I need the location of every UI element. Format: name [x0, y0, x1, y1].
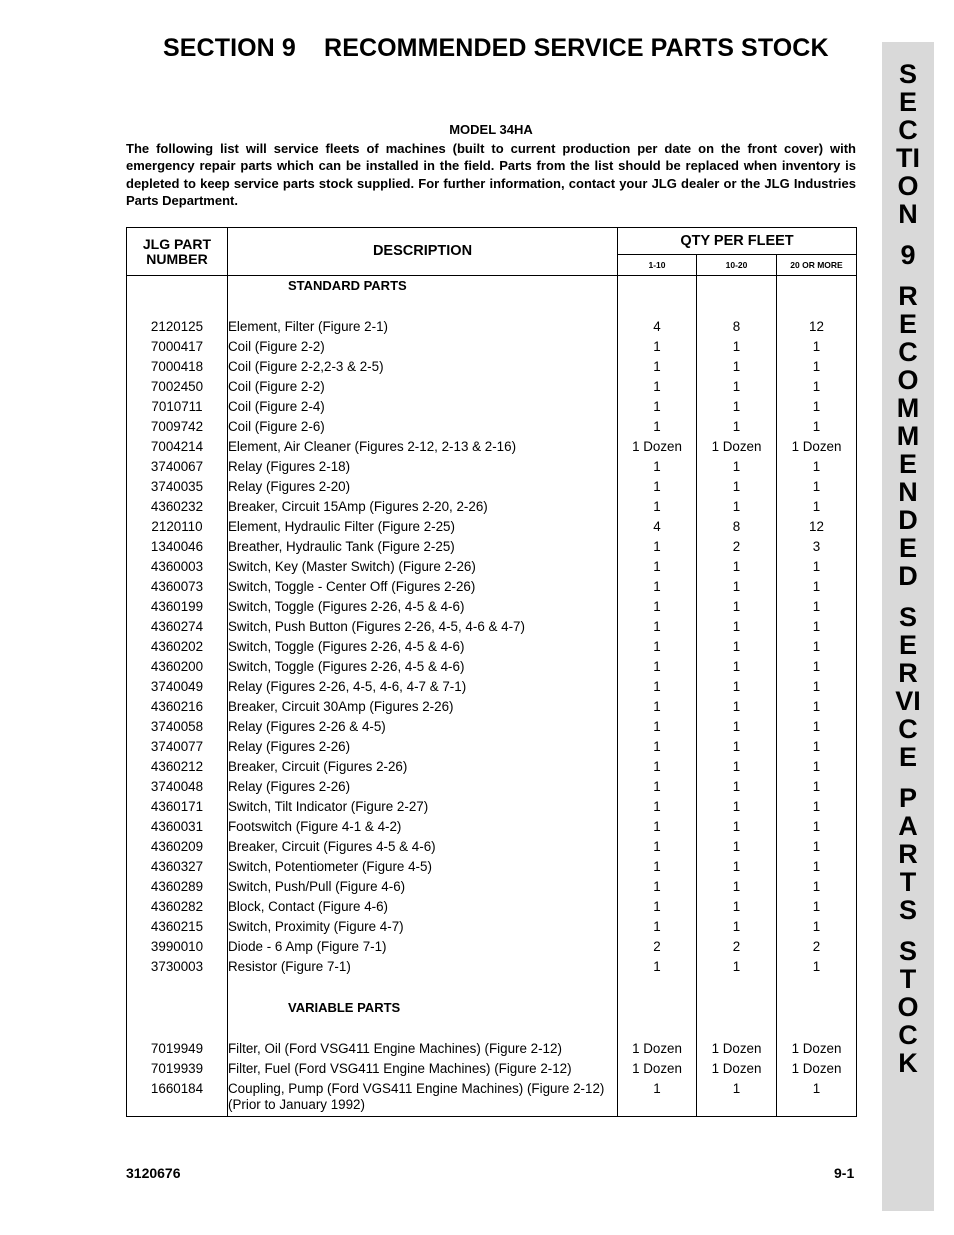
qty-20-more: 12	[777, 317, 857, 337]
qty-1-10: 1	[618, 497, 697, 517]
table-row	[127, 377, 857, 397]
part-description: Switch, Toggle (Figures 2-26, 4-5 & 4-6)	[228, 657, 618, 677]
qty-20-more: 1	[777, 337, 857, 357]
part-description: Switch, Tilt Indicator (Figure 2-27)	[228, 797, 618, 817]
qty-20-more: 3	[777, 537, 857, 557]
qty-20-more: 1	[777, 697, 857, 717]
qty-10-20: 1	[697, 637, 777, 657]
qty-1-10: 1	[618, 1079, 697, 1117]
qty-1-10: 1	[618, 917, 697, 937]
part-description: Switch, Push/Pull (Figure 4-6)	[228, 877, 618, 897]
qty-1-10: 4	[618, 317, 697, 337]
part-number: 3730003	[127, 957, 228, 977]
part-description: Coupling, Pump (Ford VGS411 Engine Machines) (Figure 2-12) (Prior to January 1992)	[228, 1079, 618, 1117]
qty-1-10: 1	[618, 477, 697, 497]
qty-20-more: 1	[777, 757, 857, 777]
qty-1-10: 1	[618, 797, 697, 817]
qty-10-20: 1	[697, 877, 777, 897]
qty-10-20: 1 Dozen	[697, 1039, 777, 1059]
qty-20-more: 1	[777, 617, 857, 637]
table-row	[127, 657, 857, 677]
part-number: 4360200	[127, 657, 228, 677]
qty-20-more: 1	[777, 417, 857, 437]
table-row	[127, 897, 857, 917]
model-heading: MODEL 34HA	[449, 122, 533, 137]
part-number: 4360274	[127, 617, 228, 637]
qty-10-20: 1	[697, 1079, 777, 1117]
qty-1-10: 1	[618, 897, 697, 917]
qty-10-20: 1	[697, 417, 777, 437]
part-description: Element, Hydraulic Filter (Figure 2-25)	[228, 517, 618, 537]
page-number: 9-1	[834, 1165, 855, 1181]
table-row	[127, 577, 857, 597]
qty-10-20: 1 Dozen	[697, 437, 777, 457]
part-number: 3990010	[127, 937, 228, 957]
qty-10-20: 8	[697, 517, 777, 537]
side-tab-word: 9	[900, 240, 916, 270]
side-tab-letters	[882, 60, 934, 1077]
qty-10-20: 1	[697, 897, 777, 917]
qty-1-10: 1	[618, 417, 697, 437]
qty-20-more: 1	[777, 397, 857, 417]
table-row	[127, 497, 857, 517]
qty-20-more: 1	[777, 657, 857, 677]
qty-20-more: 1	[777, 577, 857, 597]
part-number: 4360199	[127, 597, 228, 617]
table-row	[127, 777, 857, 797]
qty-1-10: 1	[618, 697, 697, 717]
qty-10-20: 1	[697, 457, 777, 477]
section-heading: STANDARD PARTS	[228, 276, 618, 297]
qty-20-more: 1	[777, 917, 857, 937]
table-row	[127, 917, 857, 937]
table-row	[127, 937, 857, 957]
table-row	[127, 357, 857, 377]
qty-10-20: 1 Dozen	[697, 1059, 777, 1079]
qty-20-more: 1	[777, 777, 857, 797]
part-description: Coil (Figure 2-2)	[228, 377, 618, 397]
part-description: Element, Air Cleaner (Figures 2-12, 2-13 & 2-16)	[228, 437, 618, 457]
qty-10-20: 1	[697, 817, 777, 837]
part-number: 2120110	[127, 517, 228, 537]
part-number: 4360215	[127, 917, 228, 937]
qty-20-more: 1	[777, 677, 857, 697]
table-row	[127, 337, 857, 357]
part-number: 4360209	[127, 837, 228, 857]
qty-1-10: 1	[618, 757, 697, 777]
qty-20-more: 1	[777, 637, 857, 657]
part-number: 4360232	[127, 497, 228, 517]
table-row	[127, 557, 857, 577]
table-row	[127, 857, 857, 877]
part-description: Coil (Figure 2-2,2-3 & 2-5)	[228, 357, 618, 377]
qty-20-more: 1	[777, 477, 857, 497]
part-description: Coil (Figure 2-2)	[228, 337, 618, 357]
part-description: Block, Contact (Figure 4-6)	[228, 897, 618, 917]
table-row	[127, 437, 857, 457]
part-number: 4360031	[127, 817, 228, 837]
qty-20-more: 1 Dozen	[777, 1039, 857, 1059]
qty-10-20: 1	[697, 497, 777, 517]
part-description: Relay (Figures 2-18)	[228, 457, 618, 477]
qty-20-more: 1	[777, 857, 857, 877]
qty-1-10: 2	[618, 937, 697, 957]
spacer-row	[127, 1018, 857, 1039]
side-tab-word: SERVICE	[895, 602, 921, 772]
qty-20-more: 1	[777, 557, 857, 577]
part-number: 4360171	[127, 797, 228, 817]
table-row	[127, 597, 857, 617]
table-row	[127, 877, 857, 897]
table-row	[127, 697, 857, 717]
table-row	[127, 757, 857, 777]
qty-1-10: 1	[618, 337, 697, 357]
qty-10-20: 8	[697, 317, 777, 337]
part-number: 2120125	[127, 317, 228, 337]
part-number: 7019949	[127, 1039, 228, 1059]
part-number: 7019939	[127, 1059, 228, 1079]
table-row	[127, 637, 857, 657]
part-number: 3740049	[127, 677, 228, 697]
table-row	[127, 717, 857, 737]
qty-20-more: 1	[777, 377, 857, 397]
spacer-row	[127, 977, 857, 998]
side-tab-word: STOCK	[897, 936, 919, 1078]
part-description: Breaker, Circuit (Figures 4-5 & 4-6)	[228, 837, 618, 857]
part-number: 4360202	[127, 637, 228, 657]
side-tab-word: PARTS	[898, 783, 918, 925]
qty-10-20: 1	[697, 857, 777, 877]
qty-20-more: 1	[777, 1079, 857, 1117]
part-number: 3740058	[127, 717, 228, 737]
part-number: 4360289	[127, 877, 228, 897]
qty-1-10: 1 Dozen	[618, 437, 697, 457]
part-number: 3740048	[127, 777, 228, 797]
part-description: Filter, Oil (Ford VSG411 Engine Machines) (Figure 2-12)	[228, 1039, 618, 1059]
qty-1-10: 4	[618, 517, 697, 537]
qty-20-more: 1	[777, 597, 857, 617]
qty-20-more: 1	[777, 837, 857, 857]
part-description: Relay (Figures 2-26 & 4-5)	[228, 717, 618, 737]
qty-10-20: 1	[697, 657, 777, 677]
part-description: Breaker, Circuit 30Amp (Figures 2-26)	[228, 697, 618, 717]
qty-10-20: 1	[697, 397, 777, 417]
table-row	[127, 517, 857, 537]
qty-10-20: 1	[697, 377, 777, 397]
qty-10-20: 1	[697, 837, 777, 857]
part-description: Footswitch (Figure 4-1 & 4-2)	[228, 817, 618, 837]
part-number: 4360073	[127, 577, 228, 597]
spacer-row	[127, 296, 857, 317]
table-row	[127, 737, 857, 757]
qty-1-10: 1	[618, 557, 697, 577]
document-number: 3120676	[126, 1165, 181, 1181]
part-number: 1340046	[127, 537, 228, 557]
qty-20-more: 1	[777, 797, 857, 817]
part-number: 7004214	[127, 437, 228, 457]
qty-20-more: 1	[777, 457, 857, 477]
qty-1-10: 1	[618, 537, 697, 557]
qty-20-more: 1	[777, 737, 857, 757]
part-number: 4360003	[127, 557, 228, 577]
part-number: 4360216	[127, 697, 228, 717]
part-description: Switch, Push Button (Figures 2-26, 4-5, 4-6 & 4-7)	[228, 617, 618, 637]
qty-10-20: 1	[697, 917, 777, 937]
table-row	[127, 817, 857, 837]
qty-1-10: 1 Dozen	[618, 1039, 697, 1059]
part-number: 7010711	[127, 397, 228, 417]
qty-1-10: 1	[618, 777, 697, 797]
qty-10-20: 1	[697, 957, 777, 977]
part-number: 4360282	[127, 897, 228, 917]
part-description: Breaker, Circuit 15Amp (Figures 2-20, 2-26)	[228, 497, 618, 517]
qty-10-20: 1	[697, 557, 777, 577]
header-part-number: JLG PART NUMBER	[127, 228, 228, 276]
qty-1-10: 1	[618, 377, 697, 397]
header-qty-10-20: 10-20	[697, 255, 777, 276]
part-description: Diode - 6 Amp (Figure 7-1)	[228, 937, 618, 957]
part-number: 7002450	[127, 377, 228, 397]
variable-parts-heading-row	[127, 998, 857, 1018]
table-row	[127, 1079, 857, 1117]
qty-1-10: 1	[618, 657, 697, 677]
qty-10-20: 1	[697, 737, 777, 757]
qty-1-10: 1	[618, 817, 697, 837]
table-row	[127, 677, 857, 697]
qty-10-20: 1	[697, 337, 777, 357]
qty-1-10: 1	[618, 617, 697, 637]
part-number: 1660184	[127, 1079, 228, 1117]
part-description: Switch, Proximity (Figure 4-7)	[228, 917, 618, 937]
part-description: Filter, Fuel (Ford VSG411 Engine Machines) (Figure 2-12)	[228, 1059, 618, 1079]
standard-parts-heading-row	[127, 276, 857, 297]
part-description: Switch, Potentiometer (Figure 4-5)	[228, 857, 618, 877]
intro-paragraph: The following list will service fleets of machines (built to current production per date on the front cover) with emergency repair parts which can be installed in the field. Parts from the list should be replaced when inventory is depleted to keep service parts stock supplied. For further information, contact your JLG dealer or the JLG Industries Parts Department.	[126, 141, 856, 209]
part-number: 4360327	[127, 857, 228, 877]
qty-10-20: 1	[697, 477, 777, 497]
qty-20-more: 1 Dozen	[777, 1059, 857, 1079]
qty-20-more: 1	[777, 957, 857, 977]
qty-10-20: 1	[697, 757, 777, 777]
header-description: DESCRIPTION	[228, 228, 618, 276]
part-description: Switch, Toggle - Center Off (Figures 2-26)	[228, 577, 618, 597]
qty-10-20: 1	[697, 777, 777, 797]
table-row	[127, 477, 857, 497]
side-tab-word: SECTION	[896, 59, 920, 229]
qty-20-more: 1	[777, 817, 857, 837]
qty-20-more: 12	[777, 517, 857, 537]
part-description: Switch, Key (Master Switch) (Figure 2-26)	[228, 557, 618, 577]
page-title: SECTION 9 RECOMMENDED SERVICE PARTS STOCK	[163, 34, 829, 62]
table-row	[127, 617, 857, 637]
qty-1-10: 1	[618, 737, 697, 757]
header-qty-1-10: 1-10	[618, 255, 697, 276]
qty-20-more: 2	[777, 937, 857, 957]
part-description: Resistor (Figure 7-1)	[228, 957, 618, 977]
table-row	[127, 397, 857, 417]
table-row	[127, 797, 857, 817]
table-row	[127, 1039, 857, 1059]
qty-1-10: 1	[618, 577, 697, 597]
part-description: Relay (Figures 2-20)	[228, 477, 618, 497]
qty-10-20: 1	[697, 797, 777, 817]
table-row	[127, 457, 857, 477]
qty-1-10: 1	[618, 397, 697, 417]
part-number: 3740067	[127, 457, 228, 477]
section-side-tab	[882, 42, 934, 1211]
table-row	[127, 537, 857, 557]
qty-1-10: 1	[618, 857, 697, 877]
table-row	[127, 417, 857, 437]
qty-1-10: 1	[618, 457, 697, 477]
part-description: Relay (Figures 2-26)	[228, 737, 618, 757]
qty-1-10: 1	[618, 637, 697, 657]
qty-20-more: 1	[777, 717, 857, 737]
qty-1-10: 1	[618, 957, 697, 977]
part-number: 3740035	[127, 477, 228, 497]
part-description: Breaker, Circuit (Figures 2-26)	[228, 757, 618, 777]
table-row	[127, 957, 857, 977]
qty-1-10: 1	[618, 717, 697, 737]
qty-1-10: 1	[618, 837, 697, 857]
qty-10-20: 1	[697, 717, 777, 737]
part-number: 3740077	[127, 737, 228, 757]
part-number: 7000417	[127, 337, 228, 357]
table-row	[127, 317, 857, 337]
qty-1-10: 1	[618, 357, 697, 377]
side-tab-word: RECOMMENDED	[896, 281, 920, 591]
part-description: Coil (Figure 2-6)	[228, 417, 618, 437]
qty-10-20: 1	[697, 697, 777, 717]
qty-1-10: 1	[618, 597, 697, 617]
qty-20-more: 1	[777, 877, 857, 897]
qty-10-20: 1	[697, 617, 777, 637]
parts-table-body	[127, 276, 857, 1117]
qty-10-20: 1	[697, 597, 777, 617]
header-qty-20-more: 20 OR MORE	[777, 255, 857, 276]
parts-table	[126, 227, 857, 1117]
qty-10-20: 1	[697, 577, 777, 597]
qty-1-10: 1	[618, 877, 697, 897]
part-number: 7000418	[127, 357, 228, 377]
qty-20-more: 1	[777, 497, 857, 517]
qty-10-20: 1	[697, 357, 777, 377]
qty-10-20: 2	[697, 937, 777, 957]
part-number: 4360212	[127, 757, 228, 777]
qty-1-10: 1	[618, 677, 697, 697]
qty-1-10: 1 Dozen	[618, 1059, 697, 1079]
table-row	[127, 1059, 857, 1079]
part-description: Relay (Figures 2-26)	[228, 777, 618, 797]
header-qty-per-fleet: QTY PER FLEET	[618, 228, 857, 255]
part-description: Coil (Figure 2-4)	[228, 397, 618, 417]
part-description: Element, Filter (Figure 2-1)	[228, 317, 618, 337]
qty-20-more: 1	[777, 897, 857, 917]
table-row	[127, 837, 857, 857]
qty-10-20: 1	[697, 677, 777, 697]
part-description: Breather, Hydraulic Tank (Figure 2-25)	[228, 537, 618, 557]
section-heading: VARIABLE PARTS	[228, 998, 618, 1018]
part-description: Switch, Toggle (Figures 2-26, 4-5 & 4-6)	[228, 597, 618, 617]
qty-10-20: 2	[697, 537, 777, 557]
part-description: Switch, Toggle (Figures 2-26, 4-5 & 4-6)	[228, 637, 618, 657]
part-number: 7009742	[127, 417, 228, 437]
qty-20-more: 1 Dozen	[777, 437, 857, 457]
part-description: Relay (Figures 2-26, 4-5, 4-6, 4-7 & 7-1)	[228, 677, 618, 697]
qty-20-more: 1	[777, 357, 857, 377]
